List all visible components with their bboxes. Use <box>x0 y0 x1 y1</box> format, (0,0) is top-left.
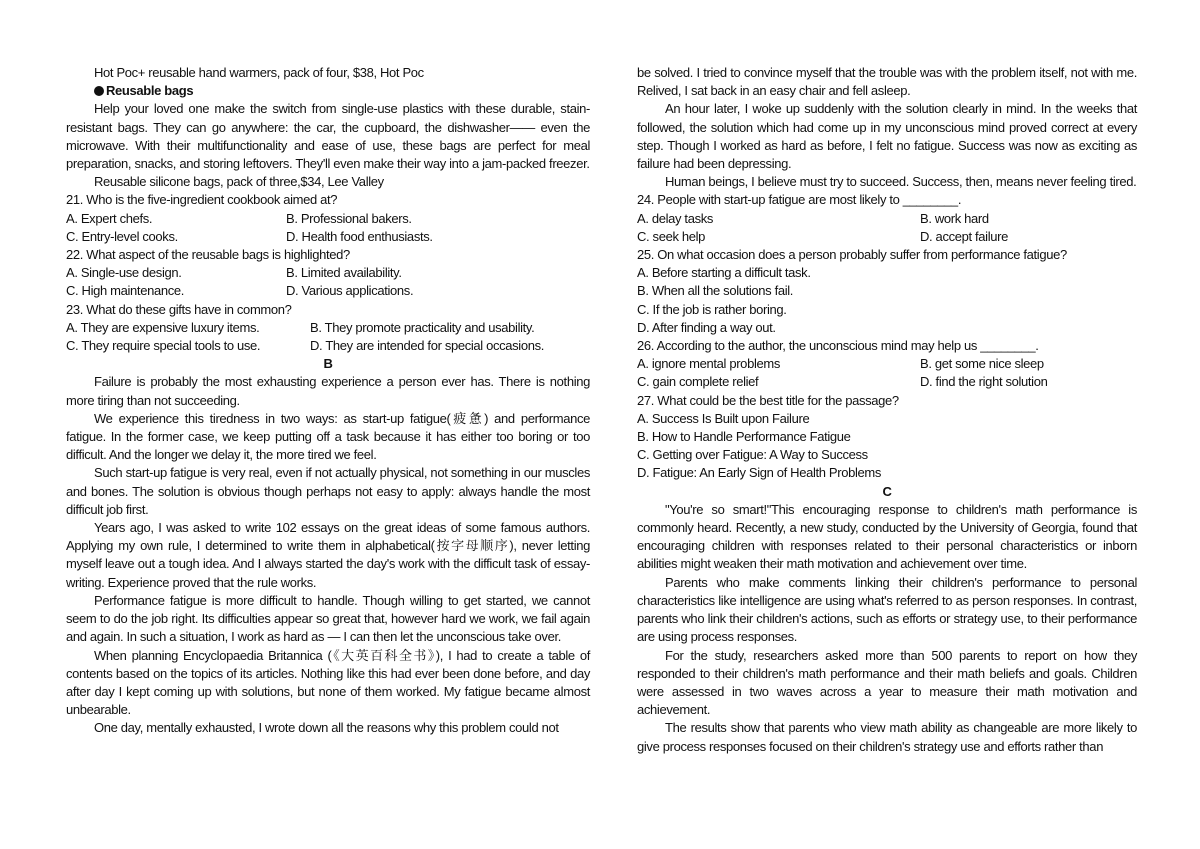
option-22-d: D. Various applications. <box>286 283 414 299</box>
option-23-c: C. They require special tools to use. <box>66 338 261 354</box>
passage-c-paragraph: The results show that parents who view math ability as changeable are more likely to give process responses focused on their children's strategy use and efforts rather than <box>637 720 1137 754</box>
left-column <box>66 64 590 738</box>
option-27-d: D. Fatigue: An Early Sign of Health Problems <box>637 465 882 481</box>
question-23: 23. What do these gifts have in common? <box>66 301 292 317</box>
option-21-d: D. Health food enthusiasts. <box>286 228 433 244</box>
question-21: 21. Who is the five-ingredient cookbook aimed at? <box>66 192 338 208</box>
passage-c-paragraph: For the study, researchers asked more than 500 parents to report on how they responded to their children's math performance and their math beliefs and goals. Children were assessed in two waves across a year to measure their math motivation and achievement. <box>637 647 1137 718</box>
option-21-b: B. Professional bakers. <box>286 210 412 226</box>
question-26: 26. According to the author, the unconscious mind may help us ________. <box>637 338 1039 354</box>
option-25-c: C. If the job is rather boring. <box>637 301 787 317</box>
option-23-a: A. They are expensive luxury items. <box>66 319 260 335</box>
passage-b-paragraph: When planning Encyclopaedia Britannica (《大英百科全书》), I had to create a table of contents based on the topics of its articles. Nothing like this had ever been done before, and day after day I kept coming up with solutions, but none of them worked. My fatigue became almost unbearable. <box>66 647 590 718</box>
passage-b-paragraph: Failure is probably the most exhausting experience a person ever has. There is nothing more tiring than not succeeding. <box>66 374 590 408</box>
option-24-c: C. seek help <box>637 228 706 244</box>
passage-b-paragraph: An hour later, I woke up suddenly with the solution clearly in mind. In the weeks that followed, the solution which had come up in my unconscious mind proved correct at every step. Though I worked as hard as before, I felt no fatigue. Success was now as exciting as failure had been depressing. <box>637 101 1137 172</box>
question-26-options <box>637 355 1137 391</box>
option-26-b: B. get some nice sleep <box>920 356 1044 372</box>
bullet-icon <box>94 86 104 96</box>
question-25-options <box>637 264 1137 337</box>
passage-b-continued: be solved. I tried to convince myself that the trouble was with the problem itself, not with me. Relived, I sat back in an easy chair and fell asleep. <box>637 65 1137 99</box>
option-27-c: C. Getting over Fatigue: A Way to Success <box>637 447 868 463</box>
hotpoc-caption: Hot Poc+ reusable hand warmers, pack of four, $38, Hot Poc <box>94 65 424 80</box>
option-21-c: C. Entry-level cooks. <box>66 228 178 244</box>
option-26-d: D. find the right solution <box>920 374 1048 390</box>
bags-caption: Reusable silicone bags, pack of three,$34, Lee Valley <box>94 174 384 190</box>
passage-c-paragraph: Parents who make comments linking their children's performance to personal characteristics like intelligence are using what's referred to as person responses. In contrast, parents who link their children's actions, such as efforts or strategy use, to their performance are using process responses. <box>637 574 1137 645</box>
question-27-options <box>637 410 1137 483</box>
option-25-b: B. When all the solutions fail. <box>637 283 794 299</box>
section-b-heading: B <box>323 356 333 372</box>
question-25: 25. On what occasion does a person probably suffer from performance fatigue? <box>637 247 1067 263</box>
question-24: 24. People with start-up fatigue are most likely to ________. <box>637 192 962 208</box>
option-24-d: D. accept failure <box>920 228 1008 244</box>
passage-b-paragraph: One day, mentally exhausted, I wrote down all the reasons why this problem could not <box>94 720 559 736</box>
passage-b-paragraph: Such start-up fatigue is very real, even if not actually physical, not something in our muscles and bones. The solution is obvious though perhaps not easy to apply: always handle the most difficult job first. <box>66 465 590 517</box>
option-22-a: A. Single-use design. <box>66 265 182 281</box>
option-25-d: D. After finding a way out. <box>637 319 776 335</box>
passage-b-paragraph: Human beings, I believe must try to succeed. Success, then, means never feeling tired. <box>665 174 1137 190</box>
section-c-heading: C <box>882 483 892 499</box>
option-24-b: B. work hard <box>920 210 989 226</box>
passage-b-paragraph: Years ago, I was asked to write 102 essays on the great ideas of some famous authors. Applying my own rule, I determined to write them in alphabetical(按字母顺序), never letting myself leave out a tough idea. And I always started the day's work with the difficult task of essay-writing. Experience proved that the rule works. <box>66 520 590 590</box>
question-22: 22. What aspect of the reusable bags is highlighted? <box>66 247 350 263</box>
option-23-b: B. They promote practicality and usability. <box>310 319 535 335</box>
option-26-c: C. gain complete relief <box>637 374 759 390</box>
option-23-d: D. They are intended for special occasions. <box>310 338 545 354</box>
question-23-options <box>66 319 590 355</box>
option-24-a: A. delay tasks <box>637 210 714 226</box>
option-26-a: A. ignore mental problems <box>637 356 780 372</box>
option-22-c: C. High maintenance. <box>66 283 185 299</box>
option-25-a: A. Before starting a difficult task. <box>637 265 811 281</box>
right-column <box>637 64 1137 756</box>
question-24-options <box>637 210 1137 246</box>
option-27-b: B. How to Handle Performance Fatigue <box>637 429 851 445</box>
passage-b-paragraph: We experience this tiredness in two ways: as start-up fatigue(疲惫) and performance fatigue. In the former case, we keep putting off a task because it has either too boring or too difficult. And the longer we delay it, the more tired we feel. <box>66 410 590 463</box>
passage-b-paragraph: Performance fatigue is more difficult to handle. Though willing to get started, we cannot seem to do the job right. Its difficulties appear so great that, however hard we work, we fail again and again. In such a situation, I work as hard as — I can then let the unconscious take over. <box>66 592 590 645</box>
option-27-a: A. Success Is Built upon Failure <box>637 410 810 426</box>
bags-description: Help your loved one make the switch from single-use plastics with these durable, stain-resistant bags. They can go anywhere: the car, the cupboard, the dishwasher—— even the microwave. With their multifunctionality and ease of use, these bags are perfect for meal preparation, snacks, and storing leftovers. They'll even make their way into a jam-packed freezer. <box>66 101 590 172</box>
bags-heading: Reusable bags <box>66 82 590 100</box>
question-21-options <box>66 210 590 246</box>
option-22-b: B. Limited availability. <box>286 265 402 281</box>
option-21-a: A. Expert chefs. <box>66 210 153 226</box>
question-27: 27. What could be the best title for the passage? <box>637 392 899 408</box>
passage-c-paragraph: "You're so smart!"This encouraging response to children's math performance is commonly heard. Recently, a new study, conducted by the University of Georgia, found that encouraging children with responses related to their personal characteristics or inborn abilities might weaken their math motivation and achievement over time. <box>637 501 1137 572</box>
question-22-options <box>66 264 590 300</box>
